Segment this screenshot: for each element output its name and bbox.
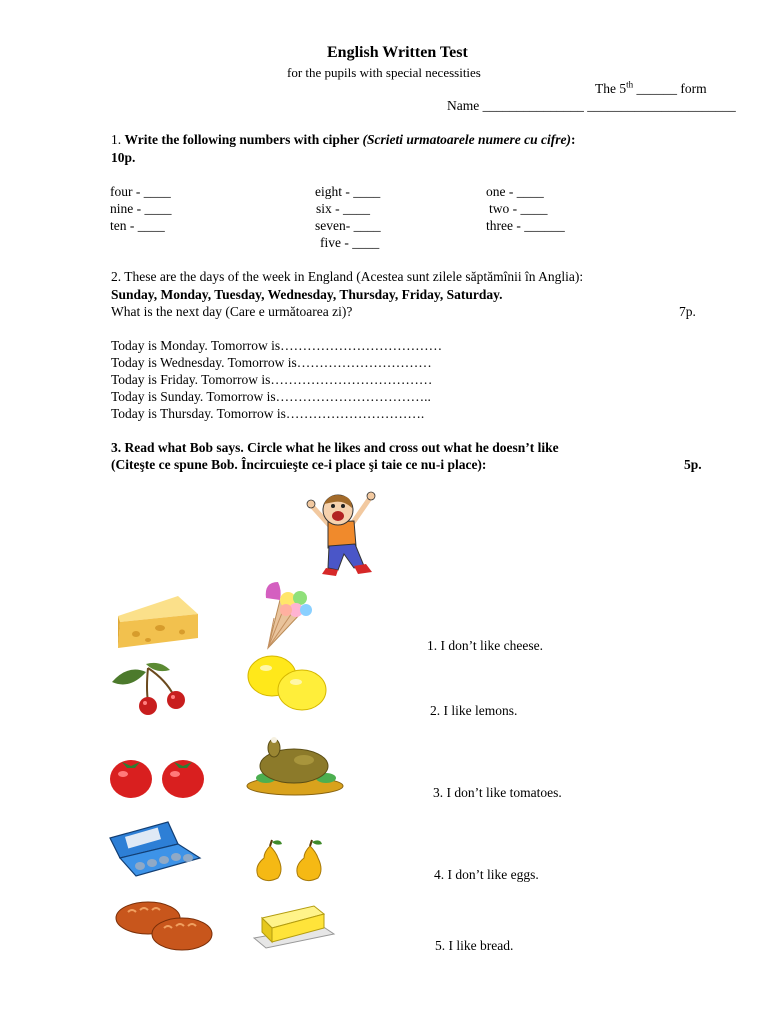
form-line — [595, 81, 707, 97]
ex2-line: Today is Friday. Tomorrow is……………………………… — [111, 372, 433, 387]
ex3-points: 5p. — [684, 457, 702, 472]
ex2-instruction: 2. These are the days of the week in England (Acestea sunt zilele săptămînii în Anglia): — [111, 269, 584, 284]
ex3-instruction: 3. Read what Bob says. Circle what he likes and cross out what he doesn’t like — [111, 440, 559, 455]
ex1-item: two - ____ — [489, 201, 548, 216]
ex1-item: ten - ____ — [110, 218, 165, 233]
ex3-instruction-ro: (Citeşte ce spune Bob. Încircuieşte ce-i place şi taie ce nu-i place): — [111, 457, 487, 472]
pears-icon — [250, 838, 334, 884]
butter-icon — [252, 898, 336, 950]
ice-cream-icon — [260, 578, 316, 650]
ex1-instruction — [111, 132, 575, 148]
ex1-item: three - ______ — [486, 218, 565, 233]
ex1-num: 1. — [111, 132, 125, 147]
ex1-item: six - ____ — [316, 201, 370, 216]
ex1-instr: Write the following numbers with cipher — [124, 132, 363, 147]
ex3-statement: 5. I like bread. — [435, 938, 514, 953]
cherries-icon — [108, 660, 192, 716]
ex1-item: seven- ____ — [315, 218, 381, 233]
ex3-statement: 3. I don’t like tomatoes. — [433, 785, 562, 800]
form-sup: th — [626, 79, 634, 90]
ex1-item: four - ____ — [110, 184, 171, 199]
roast-chicken-icon — [244, 738, 346, 798]
cheese-icon — [116, 594, 200, 652]
ex1-points: 10p. — [111, 150, 136, 165]
ex1-instr-ro: (Scrieti urmatoarele numere cu cifre) — [362, 132, 571, 147]
egg-carton-icon — [106, 818, 204, 880]
name-line: Name _______________ ______________________ — [447, 98, 736, 113]
ex1-item: eight - ____ — [315, 184, 381, 199]
ex1-item: one - ____ — [486, 184, 544, 199]
lemons-icon — [246, 654, 328, 712]
ex3-statement: 4. I don’t like eggs. — [434, 867, 539, 882]
ex1-item: five - ____ — [320, 235, 380, 250]
bread-loaves-icon — [114, 898, 214, 954]
ex2-line: Today is Wednesday. Tomorrow is………………………… — [111, 355, 432, 370]
ex2-line: Today is Thursday. Tomorrow is…………………………. — [111, 406, 425, 421]
ex2-question: What is the next day (Care e următoarea zi)? — [111, 304, 353, 319]
ex1-item: nine - ____ — [110, 201, 172, 216]
form-rest: ______ form — [633, 81, 707, 96]
ex2-line: Today is Monday. Tomorrow is……………………………… — [111, 338, 443, 353]
ex3-statement: 2. I like lemons. — [430, 703, 518, 718]
ex2-days: Sunday, Monday, Tuesday, Wednesday, Thursday, Friday, Saturday. — [111, 287, 503, 302]
page-subtitle: for the pupils with special necessities — [287, 65, 481, 80]
tomatoes-icon — [108, 756, 206, 800]
page-title: English Written Test — [327, 44, 468, 61]
ex2-line: Today is Sunday. Tomorrow is…………………………….. — [111, 389, 431, 404]
ex2-points: 7p. — [679, 304, 696, 319]
boy-figure-icon — [300, 488, 384, 580]
ex3-statement: 1. I don’t like cheese. — [427, 638, 543, 653]
ex1-colon: : — [570, 132, 576, 147]
form-the: The 5 — [595, 81, 627, 96]
